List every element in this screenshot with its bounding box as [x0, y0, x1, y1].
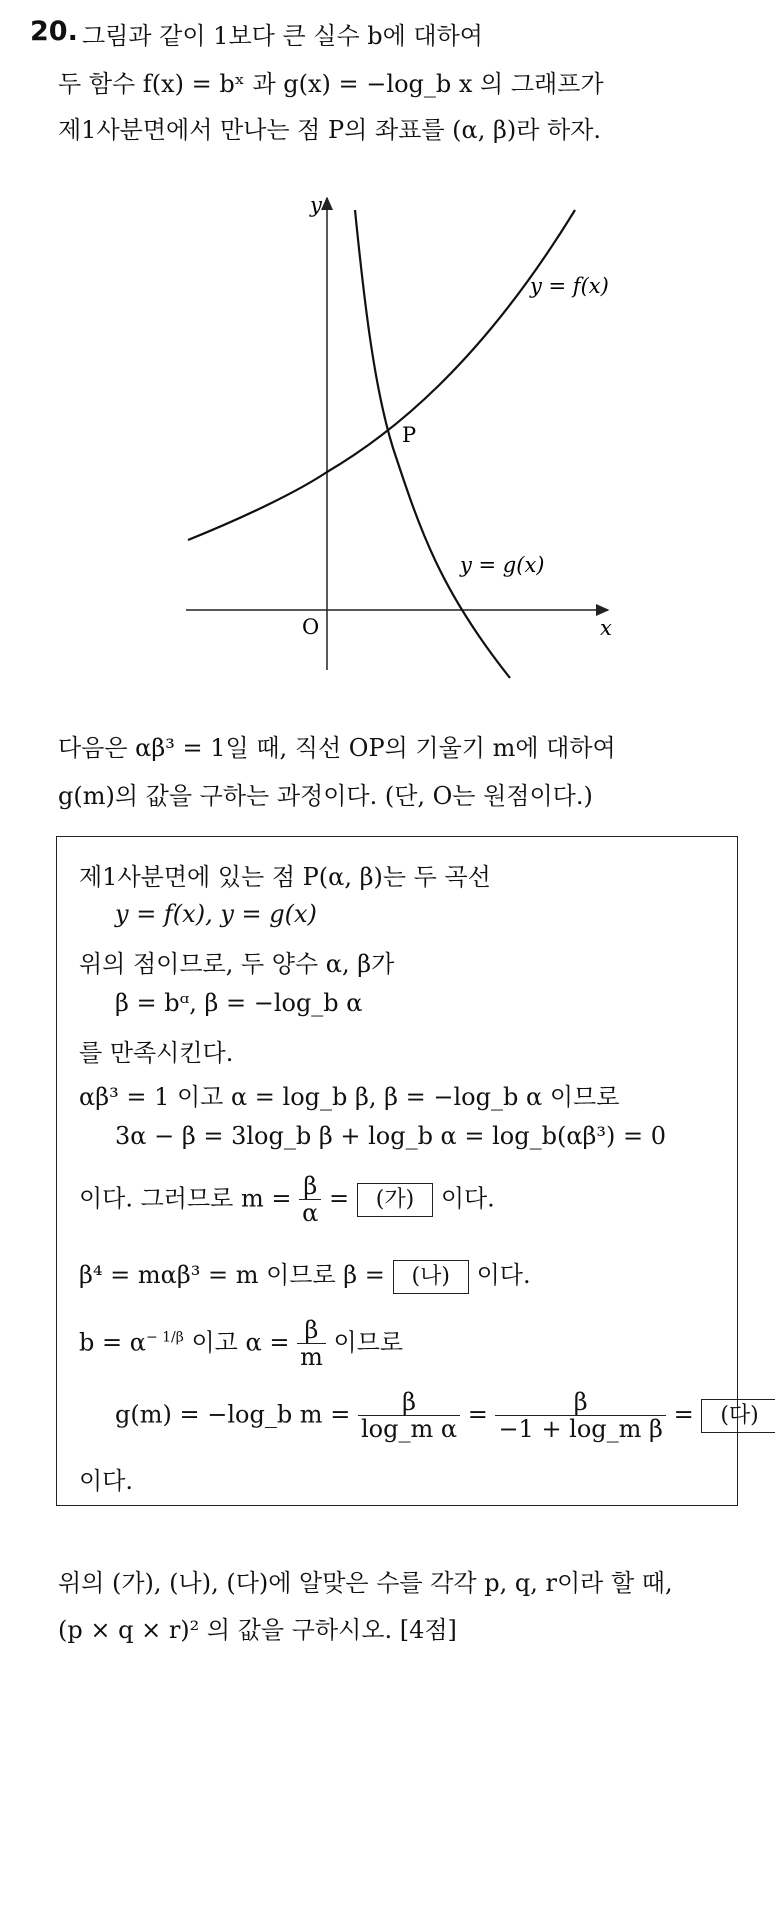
- fraction-beta-over-alpha: [299, 1173, 321, 1227]
- function-graph: [180, 190, 630, 680]
- box-line-8-pre: 이다. 그러므로 m =: [79, 1184, 292, 1213]
- fraction-2: [495, 1389, 666, 1443]
- box-line-9: [79, 1255, 531, 1294]
- solution-box: [56, 836, 759, 1506]
- after-graph-line-1: 다음은 αβ³ = 1일 때, 직선 OP의 기울기 m에 대하여: [58, 734, 616, 762]
- box-line-10: [79, 1317, 403, 1371]
- curve-g-label: y = g(x): [460, 553, 545, 577]
- box-line-10-mid: 이고 α =: [191, 1328, 290, 1357]
- box-line-3: 위의 점이므로, 두 양수 α, β가: [79, 950, 395, 978]
- box-line-8-post: 이다.: [440, 1184, 495, 1213]
- curve-f-label: y = f(x): [530, 274, 609, 298]
- question-number: 20.: [30, 16, 78, 47]
- curve-g: [355, 210, 510, 678]
- box-line-9-pre: β⁴ = mαβ³ = m 이므로 β =: [79, 1261, 385, 1289]
- origin-label: O: [302, 615, 320, 639]
- question-line-3: 제1사분면에서 만나는 점 P의 좌표를 (α, β)라 하자.: [58, 116, 602, 144]
- point-p-label: P: [402, 423, 417, 447]
- fraction-numerator: β: [495, 1389, 666, 1416]
- fraction-numerator: β: [299, 1173, 321, 1200]
- y-axis-label: y: [310, 193, 322, 217]
- question-line-1: 그림과 같이 1보다 큰 실수 b에 대하여: [82, 22, 483, 50]
- box-line-7: 3α − β = 3log_b β + log_b α = log_b(αβ³) = 0: [115, 1122, 667, 1150]
- final-line-1: 위의 (가), (나), (다)에 알맞은 수를 각각 p, q, r이라 할 때,: [58, 1569, 673, 1597]
- box-line-11-pre: g(m) = −log_b m =: [115, 1400, 351, 1429]
- box-line-10-pre: b = α: [79, 1328, 146, 1357]
- box-line-11: [115, 1389, 775, 1443]
- box-line-10-post: 이므로: [333, 1328, 404, 1357]
- box-line-2: y = f(x), y = g(x): [115, 900, 317, 928]
- fraction-denominator: log_m α: [360, 1415, 458, 1444]
- fraction-denominator: m: [300, 1343, 323, 1372]
- box-line-8: [79, 1173, 495, 1227]
- fraction-denominator: α: [302, 1199, 319, 1228]
- answer-box-ga: (가): [357, 1183, 433, 1217]
- box-line-6: αβ³ = 1 이고 α = log_b β, β = −log_b α 이므로: [79, 1083, 620, 1111]
- x-axis-label: x: [600, 616, 612, 640]
- final-line-2: (p × q × r)² 의 값을 구하시오. [4점]: [58, 1616, 457, 1644]
- fraction-1: [358, 1389, 460, 1443]
- box-line-12: 이다.: [79, 1467, 133, 1495]
- fraction-numerator: β: [358, 1389, 460, 1416]
- fraction-denominator: −1 + log_m β: [498, 1415, 663, 1444]
- box-line-1: 제1사분면에 있는 점 P(α, β)는 두 곡선: [79, 863, 491, 891]
- after-graph-line-2: g(m)의 값을 구하는 과정이다. (단, O는 원점이다.): [58, 782, 593, 810]
- answer-box-na: (나): [393, 1260, 469, 1294]
- question-line-2: 두 함수 f(x) = bˣ 과 g(x) = −log_b x 의 그래프가: [58, 70, 604, 98]
- equals-sign: =: [329, 1184, 350, 1213]
- exponent: − 1/β: [145, 1329, 184, 1346]
- fraction-beta-over-m: [297, 1317, 326, 1371]
- box-line-4: β = bᵅ, β = −log_b α: [115, 989, 363, 1017]
- answer-box-da: (다): [701, 1399, 775, 1433]
- box-line-9-post: 이다.: [476, 1261, 531, 1289]
- box-line-5: 를 만족시킨다.: [79, 1039, 234, 1067]
- equals-sign: =: [467, 1400, 488, 1429]
- fraction-numerator: β: [297, 1317, 326, 1344]
- equals-sign: =: [673, 1400, 694, 1429]
- curve-f: [188, 210, 575, 540]
